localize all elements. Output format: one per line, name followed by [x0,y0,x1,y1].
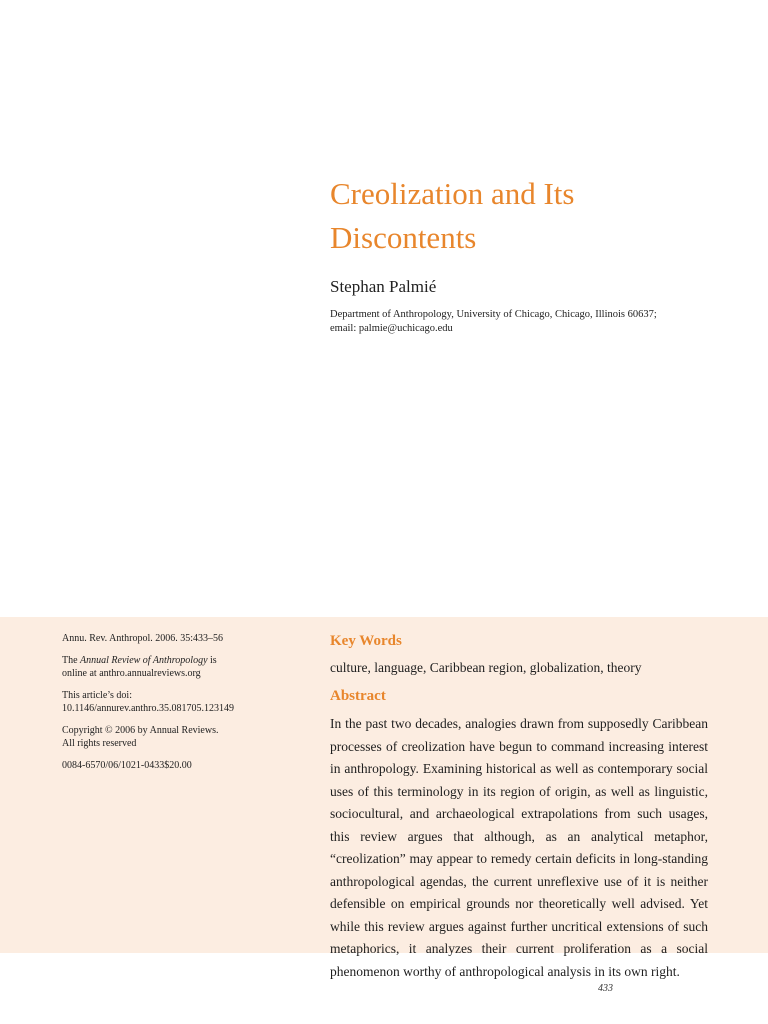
online-suffix: is [207,654,217,666]
issn: 0084-6570/06/1021-0433$20.00 [62,759,192,771]
online-line-2: online at anthro.annualreviews.org [62,668,201,679]
page-number: 433 [598,983,613,994]
online-line-1 [62,654,302,668]
online-prefix: The [62,654,81,666]
article-title [330,172,730,260]
citation: Annu. Rev. Anthropol. 2006. 35:433–56 [62,633,224,644]
publication-meta [62,632,302,780]
keywords-text: culture, language, Caribbean region, globalization, theory [330,660,642,675]
author-affiliation [330,308,710,336]
rights: All rights reserved [62,738,137,749]
doi-value: 10.1146/annurev.anthro.35.081705.123149 [62,703,235,714]
doi-block [62,689,302,716]
affiliation-line-1: Department of Anthropology, University of Chicago, Chicago, Illinois 60637; [330,309,657,320]
abstract-text: In the past two decades, analogies drawn from supposedly Caribbean processes of creolization have begun to command increasing interest in anthropology. Examining historical as well as contemporary social uses of this terminology in its region of origin, as well as linguistic, sociocultural, and archaeological extrapolations from such usages, this review argues that although, as an analytical metaphor, “creolization” may appear to remedy certain deficits in long-standing anthropological agendas, the current unreflexive use of it is neither defensible on empirical grounds nor theoretically well advised. Yet while this review argues against further uncritical extensions of such metaphorics, it analyzes their current proliferation as a social phenomenon worthy of anthropological analysis in its own right. [330,716,708,979]
affiliation-email: email: palmie@uchicago.edu [330,323,453,334]
title-line-1: Creolization and Its [330,176,575,211]
title-line-2: Discontents [330,220,477,255]
doi-label: This article’s doi: [62,689,132,701]
copyright-block [62,724,302,751]
online-availability [62,654,302,681]
copyright: Copyright © 2006 by Annual Reviews. [62,724,219,736]
keywords-heading: Key Words [330,633,402,649]
abstract-heading: Abstract [330,688,386,704]
journal-name: Annual Review of Anthropology [80,654,208,666]
author-name: Stephan Palmié [330,277,437,296]
